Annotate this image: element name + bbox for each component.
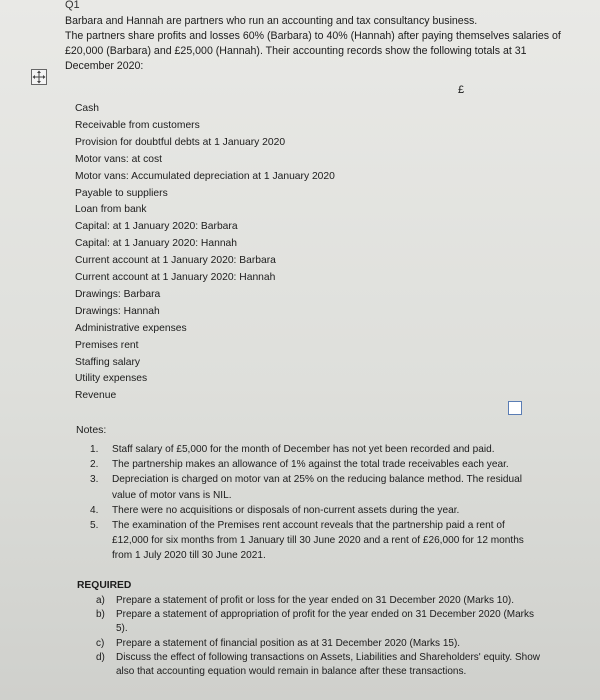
ledger-row-label: Receivable from customers [75,120,200,131]
note-item [90,518,540,564]
question-label: Q1 [65,0,80,11]
required-item-text: Discuss the effect of following transactions on Assets, Liabilities and Shareholders' equity. Show also that accounting equation would remain in balance after these transactions. [116,651,540,678]
ledger-row-label: Capital: at 1 January 2020: Hannah [75,238,238,249]
ledger-row-label: Administrative expenses [75,323,187,334]
note-number: 3. [90,474,99,486]
ledger-row-label: Staffing salary [75,357,141,368]
note-number: 2. [90,459,99,471]
ledger-row-label: Current account at 1 January 2020: Hannah [75,272,276,283]
note-item [90,472,540,502]
required-item-letter: c) [96,637,105,649]
note-number: 5. [90,520,99,532]
note-item [90,457,540,472]
ledger-row-label: Utility expenses [75,373,148,384]
required-item [96,637,541,651]
note-text: Depreciation is charged on motor van at 25% on the reducing balance method. The residual value of motor vans is NIL. [112,474,522,501]
ledger-row-label: Capital: at 1 January 2020: Barbara [75,221,238,232]
table-move-handle-icon[interactable] [31,69,47,85]
note-number: 1. [90,444,99,455]
required-list [96,594,541,679]
ledger-row-label: Drawings: Hannah [75,306,160,317]
ledger-row-label: Cash [75,103,100,114]
required-item [96,608,541,636]
ledger-row-label: Drawings: Barbara [75,289,161,300]
ledger-row-label: Premises rent [75,340,139,351]
note-text: There were no acquisitions or disposals of non-current assets during the year. [112,504,460,516]
required-item-letter: b) [96,609,105,621]
question-intro [65,14,565,74]
required-item-text: Prepare a statement of profit or loss for the year ended on 31 December 2020 (Marks 10). [116,595,514,606]
notes-title: Notes: [76,424,107,436]
note-text: The partnership makes an allowance of 1% against the total trade receivables each year. [112,459,509,471]
ledger-row-label: Provision for doubtful debts at 1 January 2020 [75,137,286,148]
currency-header: £ [458,84,465,96]
note-text: The examination of the Premises rent account reveals that the partnership paid a rent of £12,000 for six months from 1 January till 30 June 2020 and a rent of £26,000 for 12 months from 1 July 2020 till 30 June 2021. [112,520,524,562]
notes-list [90,442,540,564]
required-title: REQUIRED [77,580,132,591]
note-item [90,442,540,457]
note-text: Staff salary of £5,000 for the month of December has not yet been recorded and paid. [112,444,495,455]
ledger-row-label: Loan from bank [75,204,147,215]
required-item [96,594,541,608]
required-item-text: Prepare a statement of financial position as at 31 December 2020 (Marks 15). [116,637,461,649]
note-number: 4. [90,504,99,516]
ledger-row-label: Current account at 1 January 2020: Barbara [75,255,276,266]
ledger-row-label: Payable to suppliers [75,188,168,199]
checkbox[interactable] [508,401,522,415]
required-item-letter: d) [96,651,105,663]
required-item-letter: a) [96,595,105,606]
required-item-text: Prepare a statement of appropriation of profit for the year ended on 31 December 2020 (Marks 5). [116,609,535,635]
intro-paragraph-1: Barbara and Hannah are partners who run an accounting and tax consultancy business. [65,15,478,27]
intro-paragraph-2: The partners share profits and losses 60% (Barbara) to 40% (Hannah) after paying themselves salaries of £20,000 (Barbara) and £25,000 (Hannah). Their accounting records show the following totals at 31 December 2020: [65,30,561,72]
ledger-row-label: Motor vans: Accumulated depreciation at 1 January 2020 [75,171,335,182]
required-item [96,651,541,679]
ledger-row-label: Motor vans: at cost [75,154,162,165]
note-item [90,503,540,518]
ledger-row-label: Revenue [75,390,117,401]
